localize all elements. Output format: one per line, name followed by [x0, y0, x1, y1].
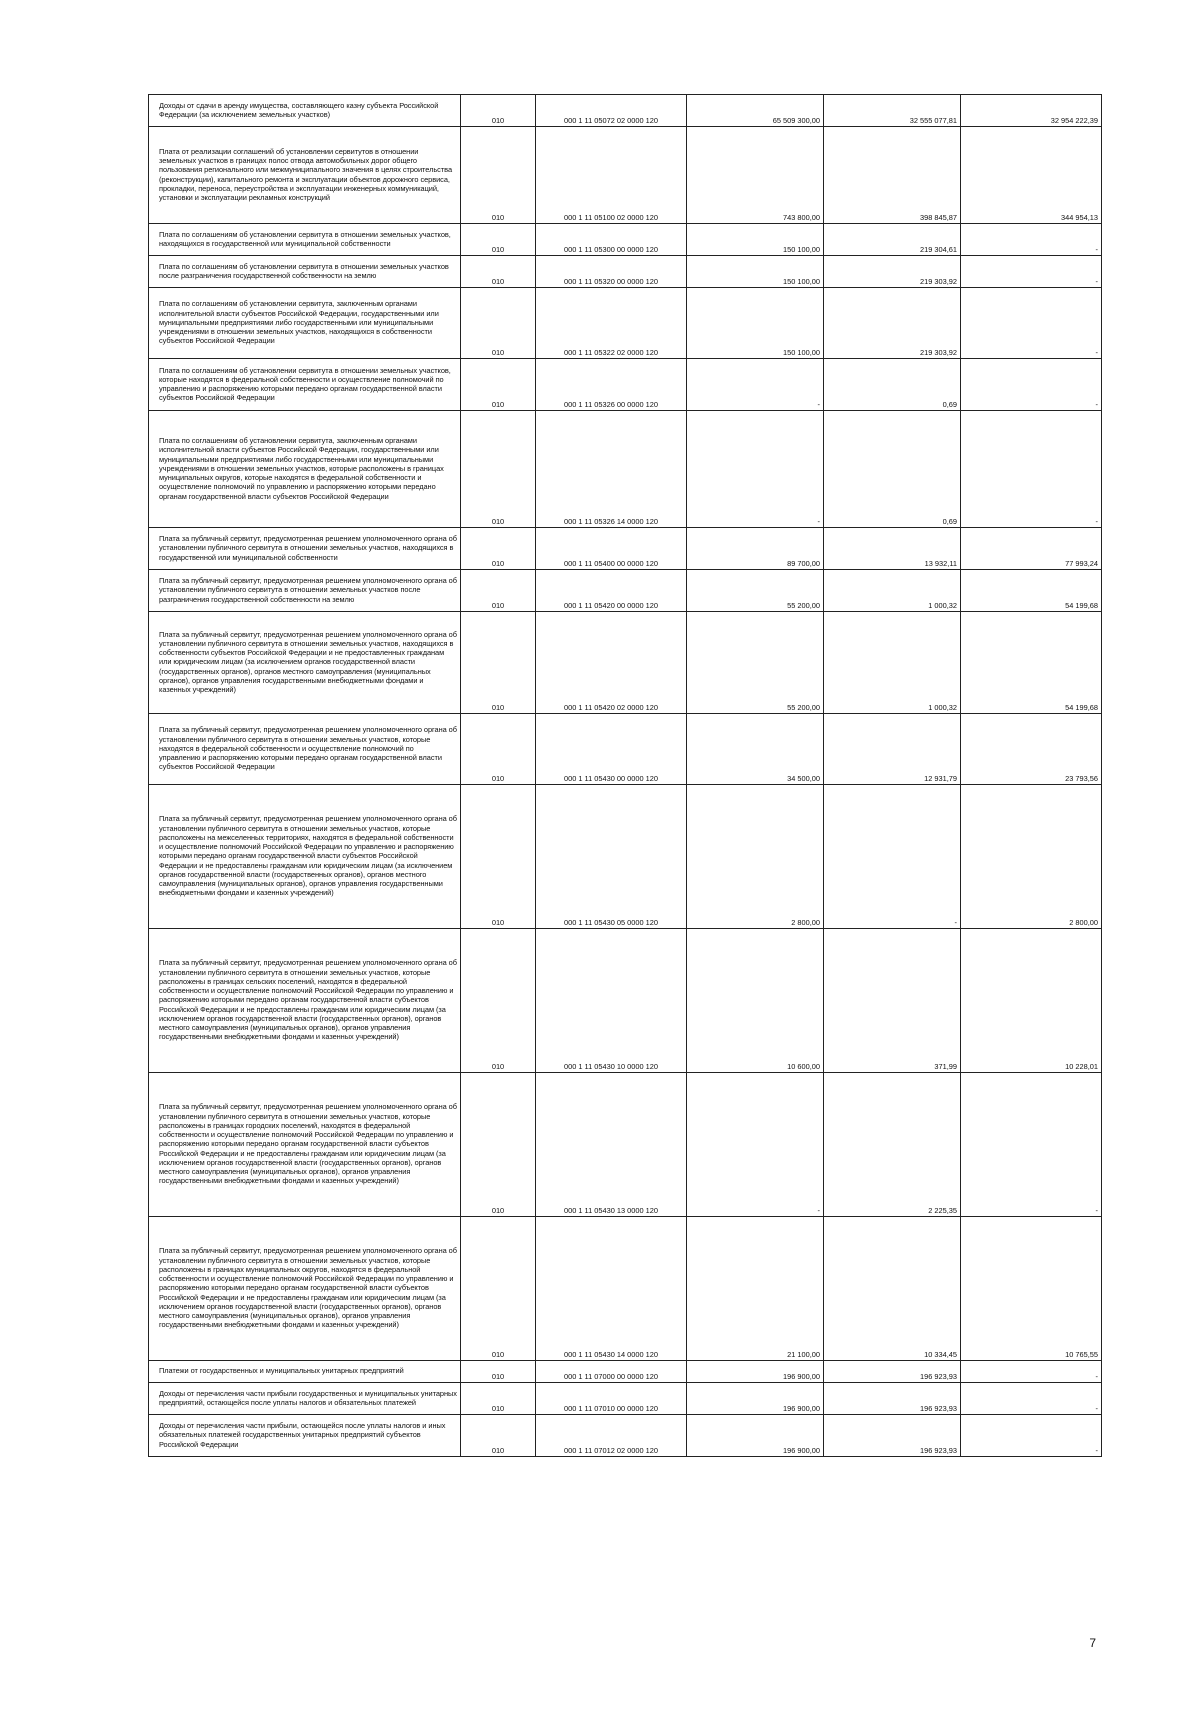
row-unexecuted-amount: -	[961, 288, 1102, 359]
row-line-code: 010	[461, 256, 536, 288]
row-executed-amount: 0,69	[824, 411, 961, 528]
row-line-code: 010	[461, 359, 536, 411]
row-unexecuted-amount: -	[961, 1415, 1102, 1457]
table-row	[149, 1361, 1102, 1383]
table-row	[149, 359, 1102, 411]
row-line-code: 010	[461, 785, 536, 929]
row-description: Плата за публичный сервитут, предусмотренная решением уполномоченного органа об установлении публичного сервитута в отношении земельных участков, находящихся в собственности субъектов Российской Федерации и не предоставленных гражданам или юридическим лицам (за исключением органов государственной власти (государственных органов), органов местного самоуправления (муниципальных органов), органов управления государственными внебюджетными фондами и казенных учреждений)	[149, 612, 461, 714]
row-description: Плата за публичный сервитут, предусмотренная решением уполномоченного органа об установлении публичного сервитута в отношении земельных участков, которые расположены в границах муниципальных округов, находятся в федеральной собственности и осуществление полномочий Российской Федерации по управлению и распоряжению которыми передано органам государственной власти субъектов Российской Федерации и не предоставлены гражданам или юридическим лицам (за исключением органов государственной власти (государственных органов), органов местного самоуправления (муниципальных органов), органов управления государственными внебюджетными фондами и казенных учреждений)	[149, 1217, 461, 1361]
row-approved-amount: 34 500,00	[687, 714, 824, 785]
row-unexecuted-amount: -	[961, 411, 1102, 528]
row-budget-code: 000 1 11 05320 00 0000 120	[536, 256, 687, 288]
row-line-code: 010	[461, 411, 536, 528]
row-line-code: 010	[461, 714, 536, 785]
row-unexecuted-amount: -	[961, 256, 1102, 288]
table-row	[149, 411, 1102, 528]
row-approved-amount: -	[687, 359, 824, 411]
row-budget-code: 000 1 11 05420 00 0000 120	[536, 570, 687, 612]
revenue-table	[148, 94, 1102, 1457]
row-executed-amount: 12 931,79	[824, 714, 961, 785]
table-row	[149, 224, 1102, 256]
row-line-code: 010	[461, 95, 536, 127]
row-unexecuted-amount: 54 199,68	[961, 570, 1102, 612]
row-approved-amount: 2 800,00	[687, 785, 824, 929]
row-executed-amount: 32 555 077,81	[824, 95, 961, 127]
row-unexecuted-amount: -	[961, 1383, 1102, 1415]
row-approved-amount: 196 900,00	[687, 1361, 824, 1383]
row-approved-amount: 55 200,00	[687, 612, 824, 714]
row-approved-amount: 150 100,00	[687, 288, 824, 359]
table-row	[149, 785, 1102, 929]
row-approved-amount: 150 100,00	[687, 224, 824, 256]
row-executed-amount: 219 303,92	[824, 288, 961, 359]
row-line-code: 010	[461, 224, 536, 256]
row-budget-code: 000 1 11 07012 02 0000 120	[536, 1415, 687, 1457]
table-row	[149, 714, 1102, 785]
row-budget-code: 000 1 11 07000 00 0000 120	[536, 1361, 687, 1383]
row-executed-amount: 13 932,11	[824, 528, 961, 570]
row-budget-code: 000 1 11 07010 00 0000 120	[536, 1383, 687, 1415]
row-description: Плата по соглашениям об установлении сервитута, заключенным органами исполнительной власти субъектов Российской Федерации, государственными или муниципальными предприятиями либо государственными или муниципальными учреждениями в отношении земельных участков, которые расположены в границах муниципальных округов, которые находятся в федеральной собственности и осуществление полномочий по управлению и распоряжению которыми передано органам государственной власти субъектов Российской Федерации	[149, 411, 461, 528]
row-approved-amount: -	[687, 411, 824, 528]
row-description: Плата от реализации соглашений об установлении сервитутов в отношении земельных участков в границах полос отвода автомобильных дорог общего пользования регионального или межмуниципального значения в целях строительства (реконструкции), капитального ремонта и эксплуатации объектов дорожного сервиса, прокладки, переноса, переустройства и эксплуатации инженерных коммуникаций, установки и эксплуатации рекламных конструкций	[149, 127, 461, 224]
row-description: Плата за публичный сервитут, предусмотренная решением уполномоченного органа об установлении публичного сервитута в отношении земельных участков, которые расположены в границах сельских поселений, находятся в федеральной собственности и осуществление полномочий Российской Федерации по управлению и распоряжению которыми передано органам государственной власти субъектов Российской Федерации и не предоставлены гражданам или юридическим лицам (за исключением органов государственной власти (государственных органов), органов местного самоуправления (муниципальных органов), органов управления государственными внебюджетными фондами и казенных учреждений)	[149, 929, 461, 1073]
row-budget-code: 000 1 11 05430 10 0000 120	[536, 929, 687, 1073]
row-executed-amount: 196 923,93	[824, 1383, 961, 1415]
row-executed-amount: 371,99	[824, 929, 961, 1073]
row-budget-code: 000 1 11 05400 00 0000 120	[536, 528, 687, 570]
row-unexecuted-amount: 32 954 222,39	[961, 95, 1102, 127]
table-row	[149, 528, 1102, 570]
row-executed-amount: 10 334,45	[824, 1217, 961, 1361]
page-number: 7	[1089, 1636, 1096, 1650]
row-budget-code: 000 1 11 05420 02 0000 120	[536, 612, 687, 714]
row-budget-code: 000 1 11 05430 14 0000 120	[536, 1217, 687, 1361]
row-description: Плата по соглашениям об установлении сервитута, заключенным органами исполнительной власти субъектов Российской Федерации, государственными или муниципальными предприятиями либо государственными или муниципальными учреждениями в отношении земельных участков, находящихся в собственности субъектов Российской Федерации	[149, 288, 461, 359]
table-row	[149, 1383, 1102, 1415]
row-unexecuted-amount: 23 793,56	[961, 714, 1102, 785]
row-approved-amount: 10 600,00	[687, 929, 824, 1073]
revenue-table-body	[149, 95, 1102, 1457]
row-approved-amount: 196 900,00	[687, 1415, 824, 1457]
row-line-code: 010	[461, 288, 536, 359]
row-unexecuted-amount: 54 199,68	[961, 612, 1102, 714]
report-sheet	[148, 94, 1098, 1457]
row-approved-amount: 743 800,00	[687, 127, 824, 224]
row-description: Плата по соглашениям об установлении сервитута в отношении земельных участков, находящихся в государственной или муниципальной собственности	[149, 224, 461, 256]
row-approved-amount: 196 900,00	[687, 1383, 824, 1415]
row-description: Доходы от перечисления части прибыли государственных и муниципальных унитарных предприятий, остающейся после уплаты налогов и обязательных платежей	[149, 1383, 461, 1415]
row-budget-code: 000 1 11 05430 13 0000 120	[536, 1073, 687, 1217]
row-budget-code: 000 1 11 05326 00 0000 120	[536, 359, 687, 411]
row-unexecuted-amount: -	[961, 1361, 1102, 1383]
row-description: Плата за публичный сервитут, предусмотренная решением уполномоченного органа об установлении публичного сервитута в отношении земельных участков, которые находятся в федеральной собственности и осуществление полномочий по управлению и распоряжению которыми передано органам государственной власти субъектов Российской Федерации	[149, 714, 461, 785]
row-budget-code: 000 1 11 05322 02 0000 120	[536, 288, 687, 359]
row-line-code: 010	[461, 1415, 536, 1457]
row-line-code: 010	[461, 1361, 536, 1383]
row-unexecuted-amount: -	[961, 1073, 1102, 1217]
row-unexecuted-amount: 10 228,01	[961, 929, 1102, 1073]
row-executed-amount: 0,69	[824, 359, 961, 411]
table-row	[149, 929, 1102, 1073]
row-unexecuted-amount: -	[961, 224, 1102, 256]
row-budget-code: 000 1 11 05300 00 0000 120	[536, 224, 687, 256]
row-description: Плата по соглашениям об установлении сервитута в отношении земельных участков после разграничения государственной собственности на землю	[149, 256, 461, 288]
table-row	[149, 570, 1102, 612]
table-row	[149, 95, 1102, 127]
row-budget-code: 000 1 11 05430 05 0000 120	[536, 785, 687, 929]
row-line-code: 010	[461, 1073, 536, 1217]
row-approved-amount: 150 100,00	[687, 256, 824, 288]
row-description: Плата за публичный сервитут, предусмотренная решением уполномоченного органа об установлении публичного сервитута в отношении земельных участков после разграничения государственной собственности на землю	[149, 570, 461, 612]
row-line-code: 010	[461, 127, 536, 224]
row-unexecuted-amount: 77 993,24	[961, 528, 1102, 570]
row-line-code: 010	[461, 1217, 536, 1361]
row-unexecuted-amount: 344 954,13	[961, 127, 1102, 224]
table-row	[149, 612, 1102, 714]
row-approved-amount: -	[687, 1073, 824, 1217]
row-description: Плата за публичный сервитут, предусмотренная решением уполномоченного органа об установлении публичного сервитута в отношении земельных участков, находящихся в государственной или муниципальной собственности	[149, 528, 461, 570]
row-approved-amount: 21 100,00	[687, 1217, 824, 1361]
row-approved-amount: 89 700,00	[687, 528, 824, 570]
row-executed-amount: 1 000,32	[824, 570, 961, 612]
table-row	[149, 1073, 1102, 1217]
row-line-code: 010	[461, 929, 536, 1073]
row-approved-amount: 55 200,00	[687, 570, 824, 612]
row-line-code: 010	[461, 1383, 536, 1415]
row-budget-code: 000 1 11 05072 02 0000 120	[536, 95, 687, 127]
row-unexecuted-amount: -	[961, 359, 1102, 411]
row-executed-amount: 1 000,32	[824, 612, 961, 714]
row-budget-code: 000 1 11 05100 02 0000 120	[536, 127, 687, 224]
row-unexecuted-amount: 10 765,55	[961, 1217, 1102, 1361]
row-budget-code: 000 1 11 05326 14 0000 120	[536, 411, 687, 528]
row-executed-amount: 2 225,35	[824, 1073, 961, 1217]
table-row	[149, 1217, 1102, 1361]
table-row	[149, 256, 1102, 288]
row-description: Доходы от перечисления части прибыли, остающейся после уплаты налогов и иных обязательных платежей государственных унитарных предприятий субъектов Российской Федерации	[149, 1415, 461, 1457]
row-executed-amount: 398 845,87	[824, 127, 961, 224]
row-executed-amount: 196 923,93	[824, 1415, 961, 1457]
row-executed-amount: 219 303,92	[824, 256, 961, 288]
row-description: Доходы от сдачи в аренду имущества, составляющего казну субъекта Российской Федерации (за исключением земельных участков)	[149, 95, 461, 127]
table-row	[149, 127, 1102, 224]
table-row	[149, 288, 1102, 359]
row-line-code: 010	[461, 570, 536, 612]
row-executed-amount: 196 923,93	[824, 1361, 961, 1383]
row-unexecuted-amount: 2 800,00	[961, 785, 1102, 929]
row-description: Плата за публичный сервитут, предусмотренная решением уполномоченного органа об установлении публичного сервитута в отношении земельных участков, которые расположены на межселенных территориях, находятся в федеральной собственности и осуществление полномочий Российской Федерации по управлению и распоряжению которыми передано органам государственной власти субъектов Российской Федерации и не предоставлены гражданам или юридическим лицам (за исключением органов государственной власти (государственных органов), органов местного самоуправления (муниципальных органов), органов управления государственными внебюджетными фондами и казенных учреждений)	[149, 785, 461, 929]
row-description: Платежи от государственных и муниципальных унитарных предприятий	[149, 1361, 461, 1383]
row-executed-amount: 219 304,61	[824, 224, 961, 256]
row-description: Плата по соглашениям об установлении сервитута в отношении земельных участков, которые находятся в федеральной собственности и осуществление полномочий по управлению и распоряжению которыми передано органам государственной власти субъектов Российской Федерации	[149, 359, 461, 411]
row-budget-code: 000 1 11 05430 00 0000 120	[536, 714, 687, 785]
table-row	[149, 1415, 1102, 1457]
row-line-code: 010	[461, 612, 536, 714]
row-executed-amount: -	[824, 785, 961, 929]
row-description: Плата за публичный сервитут, предусмотренная решением уполномоченного органа об установлении публичного сервитута в отношении земельных участков, которые расположены в границах городских поселений, находятся в федеральной собственности и осуществление полномочий Российской Федерации по управлению и распоряжению которыми передано органам государственной власти субъектов Российской Федерации и не предоставлены гражданам или юридическим лицам (за исключением органов государственной власти (государственных органов), органов местного самоуправления (муниципальных органов), органов управления государственными внебюджетными фондами и казенных учреждений)	[149, 1073, 461, 1217]
row-approved-amount: 65 509 300,00	[687, 95, 824, 127]
row-line-code: 010	[461, 528, 536, 570]
